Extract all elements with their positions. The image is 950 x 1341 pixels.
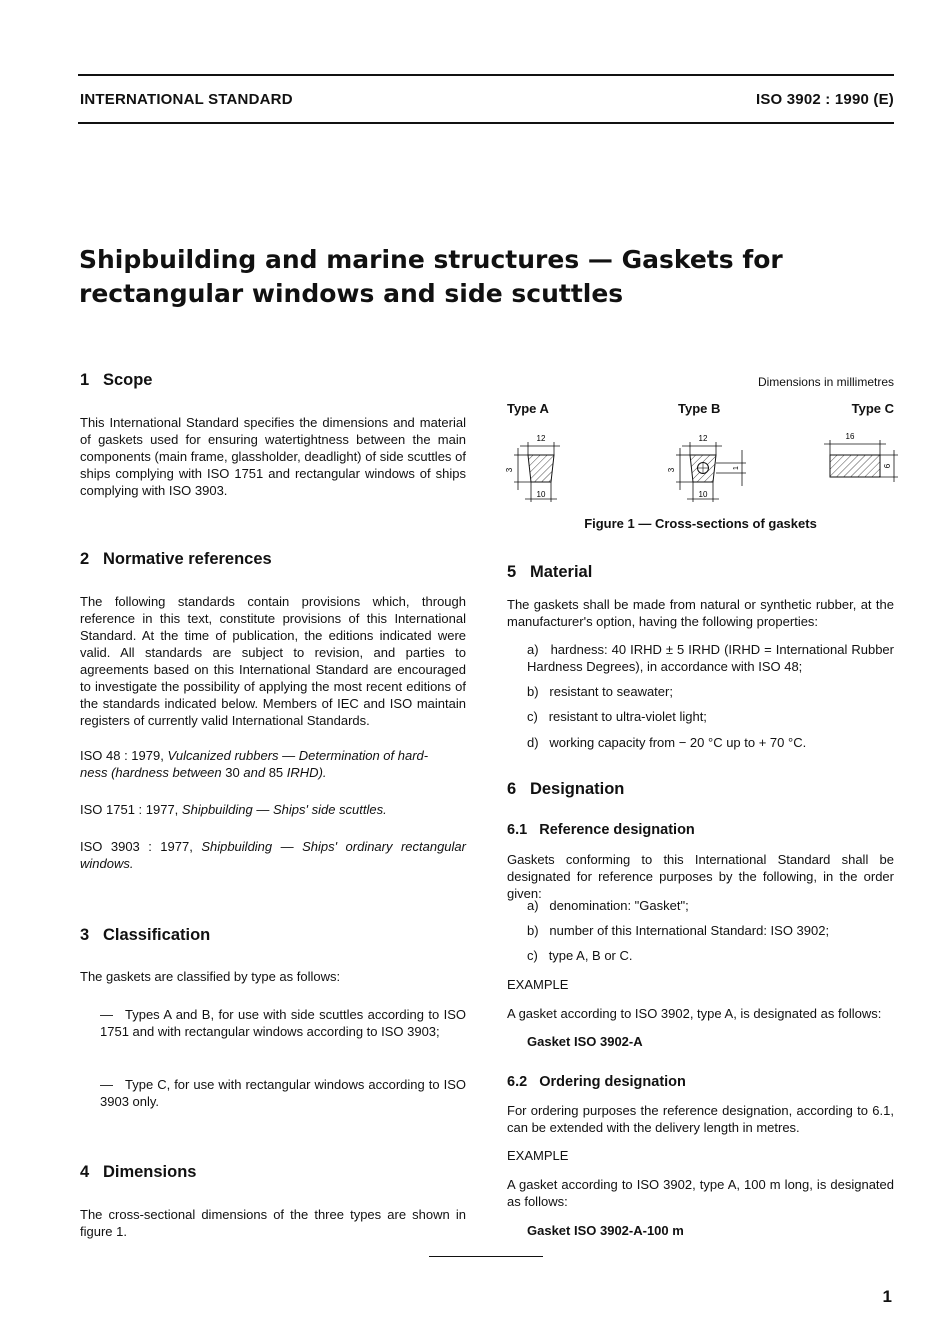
section-2-heading: 2 Normative references bbox=[80, 550, 272, 568]
designation-item-b: b) number of this International Standard: ISO 3902; bbox=[527, 923, 830, 938]
footer-rule bbox=[429, 1256, 543, 1257]
material-paragraph: The gaskets shall be made from natural or synthetic rubber, at the manufacturer's option, having the following properties: bbox=[507, 597, 894, 629]
section-6-1-heading: 6.1 Reference designation bbox=[507, 822, 695, 838]
example-text-2: A gasket according to ISO 3902, type A, 100 m long, is designated as follows: bbox=[507, 1177, 894, 1209]
type-a-cross-section bbox=[505, 434, 560, 502]
example-text-1: A gasket according to ISO 3902, type A, is designated as follows: bbox=[507, 1006, 882, 1021]
type-c-profile bbox=[830, 455, 880, 477]
type-b-label: Type B bbox=[678, 401, 721, 416]
normative-references-paragraph: The following standards contain provisions which, through reference in this text, constitute provisions of this International Standard. At the time of publication, the editions indicated were valid. All standards are subject to revision, and parties to agreements based on this International Standard are encouraged to investigate the possibility of applying the most recent editions of the standards indicated below. Members of IEC and ISO maintain registers of currently valid International Standards. bbox=[80, 594, 466, 728]
type-c-cross-section bbox=[824, 432, 898, 482]
type-a-bottom-dimension: 10 bbox=[536, 490, 546, 499]
type-c-side-dimension: 6 bbox=[883, 463, 892, 469]
section-3-heading: 3 Classification bbox=[80, 926, 211, 944]
type-a-side-dimension: 3 bbox=[505, 467, 514, 473]
example-code-2: Gasket ISO 3902-A-100 m bbox=[527, 1223, 684, 1238]
title-line-1: Shipbuilding and marine structures — Gaskets for bbox=[79, 245, 783, 274]
section-6-2-heading: 6.2 Ordering designation bbox=[507, 1074, 686, 1090]
classification-item-2: — Type C, for use with rectangular windows according to ISO 3903 only. bbox=[100, 1077, 466, 1109]
reference-iso-1751: ISO 1751 : 1977, Shipbuilding — Ships' side scuttles. bbox=[80, 802, 387, 817]
type-a-top-dimension: 12 bbox=[536, 434, 546, 443]
type-b-cross-section bbox=[667, 434, 746, 502]
reference-iso-48: ISO 48 : 1979, Vulcanized rubbers — Determination of hard- ness (hardness between 30 and 85 IRHD). bbox=[80, 748, 429, 780]
material-item-b: b) resistant to seawater; bbox=[527, 684, 673, 699]
page-title bbox=[79, 243, 899, 311]
figure-caption: Figure 1 — Cross-sections of gaskets bbox=[584, 516, 817, 531]
header-document-number: ISO 3902 : 1990 (E) bbox=[755, 91, 894, 108]
material-item-a: a) hardness: 40 IRHD ± 5 IRHD (IRHD = International Rubber Hardness Degrees), in accordance with ISO 48; bbox=[527, 642, 894, 674]
section-5-heading: 5 Material bbox=[507, 563, 593, 581]
type-a-label: Type A bbox=[507, 401, 549, 416]
type-c-top-dimension: 16 bbox=[845, 432, 855, 441]
example-label-2: EXAMPLE bbox=[507, 1148, 569, 1163]
type-c-label: Type C bbox=[851, 401, 894, 416]
designation-item-a: a) denomination: "Gasket"; bbox=[527, 898, 689, 913]
reference-designation-paragraph: Gaskets conforming to this International Standard shall be designated for reference purposes by the following, in the order given: bbox=[507, 852, 894, 901]
section-1-heading: 1 Scope bbox=[80, 371, 153, 389]
dimensions-paragraph: The cross-sectional dimensions of the three types are shown in figure 1. bbox=[80, 1207, 466, 1239]
section-6-heading: 6 Designation bbox=[507, 780, 625, 798]
example-label-1: EXAMPLE bbox=[507, 977, 569, 992]
type-a-profile bbox=[528, 455, 554, 482]
header-standard-label: INTERNATIONAL STANDARD bbox=[80, 91, 293, 108]
header-rule bbox=[78, 122, 894, 124]
title-line-2: rectangular windows and side scuttles bbox=[79, 279, 624, 308]
scope-paragraph: This International Standard specifies the dimensions and material of gaskets used for ensuring watertightness between the main components (main frame, glassholder, deadlight) of side scuttles of ships complying with ISO 1751 and rectangular windows of ships complying with ISO 3903. bbox=[80, 415, 466, 498]
top-rule bbox=[78, 74, 894, 76]
classification-intro: The gaskets are classified by type as follows: bbox=[80, 969, 341, 984]
section-4-heading: 4 Dimensions bbox=[80, 1163, 197, 1181]
example-code-1: Gasket ISO 3902-A bbox=[527, 1034, 643, 1049]
reference-iso-3903: ISO 3903 : 1977, Shipbuilding — Ships' ordinary rectangular windows. bbox=[80, 839, 466, 871]
page-number: 1 bbox=[882, 1287, 892, 1306]
type-b-top-dimension: 12 bbox=[698, 434, 708, 443]
material-item-d: d) working capacity from − 20 °C up to + 70 °C. bbox=[527, 735, 807, 750]
type-b-bottom-dimension: 10 bbox=[698, 490, 708, 499]
classification-item-1: — Types A and B, for use with side scuttles according to ISO 1751 and with rectangular windows according to ISO 3903; bbox=[100, 1007, 466, 1039]
designation-item-c: c) type A, B or C. bbox=[527, 948, 633, 963]
dimensions-note: Dimensions in millimetres bbox=[757, 375, 894, 389]
ordering-designation-paragraph: For ordering purposes the reference designation, according to 6.1, can be extended with the delivery length in metres. bbox=[507, 1103, 894, 1135]
material-item-c: c) resistant to ultra-violet light; bbox=[527, 709, 707, 724]
type-b-hole-dimension: 1 bbox=[733, 466, 740, 470]
gasket-cross-sections-figure bbox=[490, 420, 910, 510]
type-b-side-dimension: 3 bbox=[667, 467, 676, 473]
